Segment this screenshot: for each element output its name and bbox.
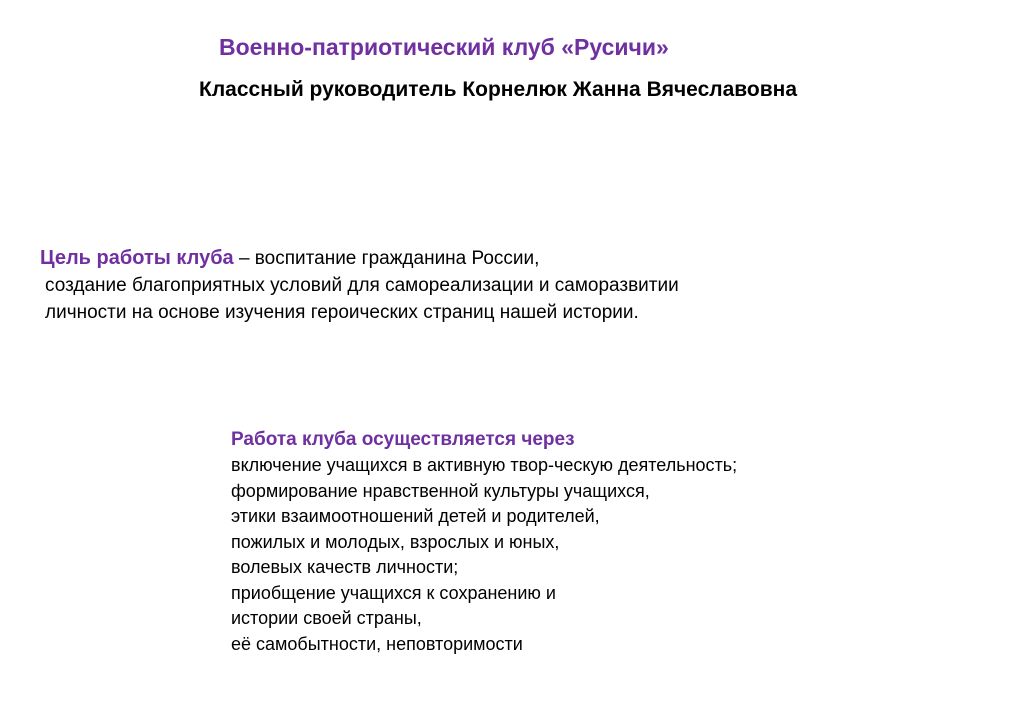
work-list-item: приобщение учащихся к сохранению и xyxy=(231,582,556,603)
work-heading: Работа клуба осуществляется через xyxy=(231,429,575,450)
goal-text: личности на основе изучения героических страниц нашей истории. xyxy=(45,302,639,323)
work-list-item: её самобытности, неповторимости xyxy=(231,633,523,654)
work-list-item: этики взаимоотношений детей и родителей, xyxy=(231,506,600,526)
work-list-item: волевых качеств личности; xyxy=(231,557,459,577)
work-list-item: пожилых и молодых, взрослых и юных, xyxy=(231,531,560,552)
goal-section xyxy=(40,245,840,326)
goal-text: создание благоприятных условий для самореализации и саморазвитии xyxy=(45,275,679,296)
goal-heading: Цель работы клуба xyxy=(40,247,234,269)
slide-title: Военно-патриотический клуб «Русичи» xyxy=(219,34,669,60)
work-list-item: включение учащихся в активную твор-ческую деятельность; xyxy=(231,455,738,475)
slide-subtitle: Классный руководитель Корнелюк Жанна Вячеславовна xyxy=(199,78,798,101)
work-section xyxy=(231,426,931,657)
goal-first-line xyxy=(40,245,840,272)
goal-text: – воспитание гражданина России, xyxy=(233,248,540,269)
work-list-item: формирование нравственной культуры учащихся, xyxy=(231,480,650,501)
work-list-item: истории своей страны, xyxy=(231,608,422,628)
